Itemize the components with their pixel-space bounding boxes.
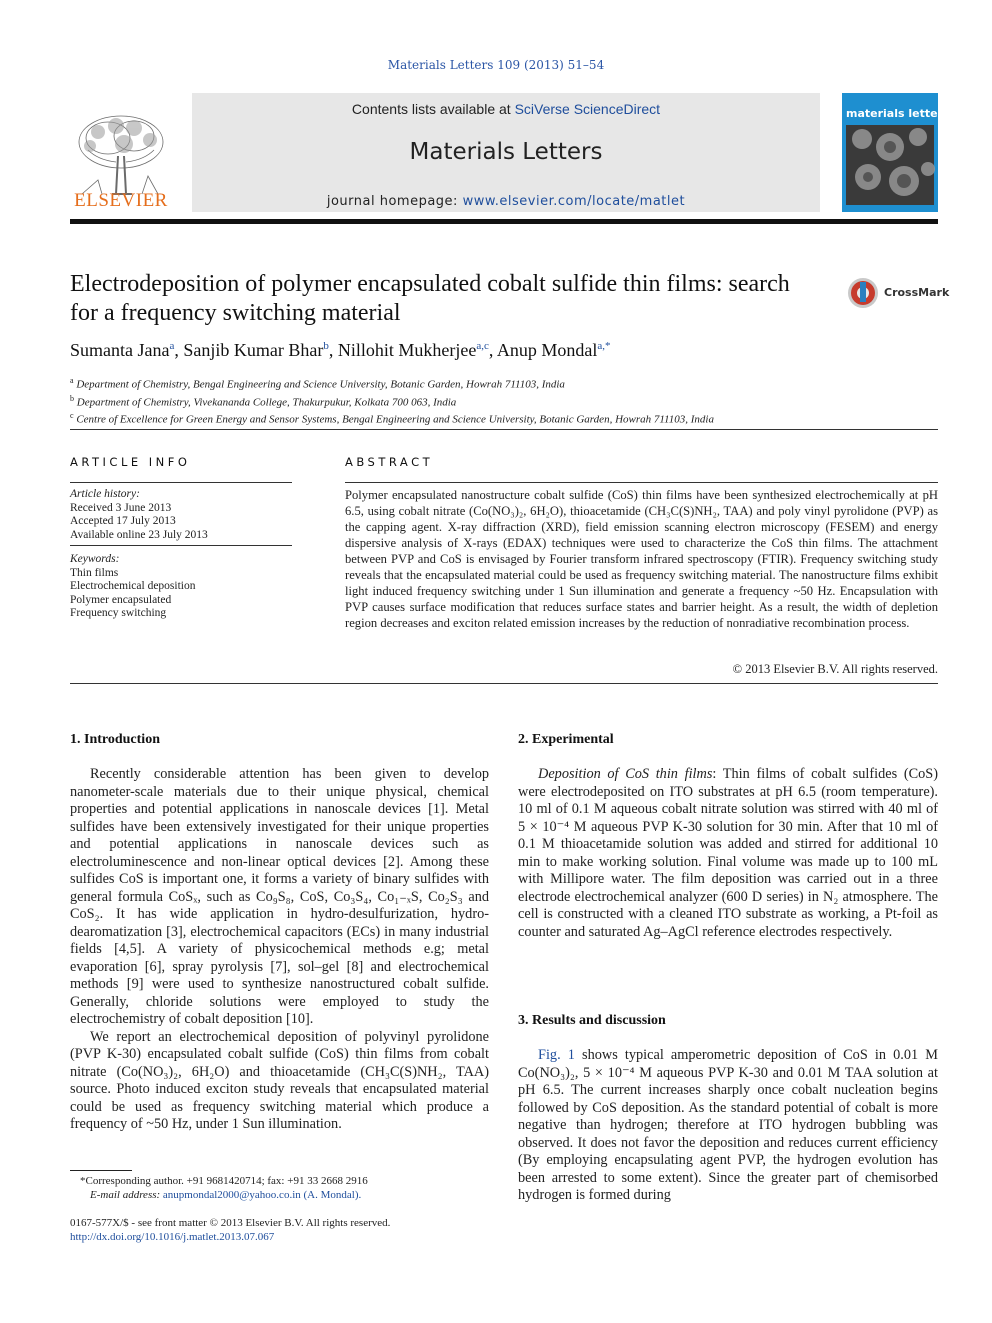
keyword: Frequency switching (70, 607, 167, 619)
author-name[interactable]: Sumanta Jana (70, 340, 170, 360)
figure-link[interactable]: Fig. 1 (538, 1047, 575, 1063)
intro-paragraph: Recently considerable attention has been given to develop nanometer-scale materials due to their unique physical, chemical properties and potential applications in nanoscale devices [1]. Metal sulfides have been extensively investigated for their unique properties and potential applications in nanoscale devices such as electroluminescence and non-linear optical devices [2]. Among these sulfides CoS is important one, it forms a variety of binary sulfides with general formula CoSₓ, such as Co₉S₈, CoS, Co₃S₄, Co₁₋ₓS, Co₂S₃ and CoS₂. It has wide application in hydro-desulfurization, hydro-dearomatization [3], electrochemical capacitors (ECs) in many industrial fields [4,5]. A variety of physicochemical methods e.g; metal evaporation [6], spray pyrolysis [7], sol–gel [8] and electrochemical methods [9] were used to synthesize nanostructured cobalt sulfide. Generally, chloride solutions were employed to study the electrochemistry of cobalt deposition [10]. (70, 766, 489, 1027)
experimental-heading: 2. Experimental (518, 732, 614, 747)
introduction-heading: 1. Introduction (70, 732, 160, 747)
journal-cover[interactable] (842, 93, 950, 212)
abstract-heading: ABSTRACT (345, 455, 434, 469)
article-history (70, 488, 292, 542)
email-link[interactable]: anupmondal2000@yahoo.co.in (A. Mondal). (162, 1189, 362, 1201)
header-rule (70, 219, 938, 224)
sciencedirect-link[interactable]: SciVerse ScienceDirect (514, 101, 661, 117)
issn-block (70, 1216, 530, 1244)
publisher-name: ELSEVIER (74, 190, 168, 211)
affiliation: $^b$ Department of Chemistry, Vivekananda College, Thakurpukur, Kolkata 700 063, India (70, 393, 457, 409)
author-name[interactable]: Nillohit Mukherjee (337, 340, 477, 360)
homepage-prefix: journal homepage: (326, 194, 463, 209)
author-affil-mark[interactable]: a,* (597, 340, 611, 352)
online-date: Available online 23 July 2013 (70, 528, 208, 541)
history-rule (70, 545, 292, 546)
affiliation-rule (70, 429, 938, 430)
footnote-rule (70, 1170, 132, 1171)
results-body (518, 1047, 938, 1205)
email-line: E-mail address: anupmondal2000@yahoo.co.in (A. Mondal). (90, 1189, 362, 1201)
author-affil-mark[interactable]: b (323, 340, 329, 352)
results-paragraph: Fig. 1 shows typical amperometric deposition of CoS in 0.01 M Co(NO₃)₂, 5 × 10⁻⁴ M aqueous PVP K-30 and 0.01 M TAA solution at pH 6.5. The current increases sharply once cobalt nucleation begins followed by CoS deposition. As the standard potential of cobalt is more negative than hydrogen; therefore at ITO hydrogen bubbling was observed. It does not favor the deposition and reduces current efficiency (By employing encapsulating agent PVP, the hydrogen evolution has been arrested to some extent). Since the greater part of chemisorbed hydrogen is formed during (518, 1047, 938, 1203)
article-info-heading: ARTICLE INFO (70, 455, 191, 469)
author-name[interactable]: Sanjib Kumar Bhar (183, 340, 324, 360)
doi-link[interactable]: http://dx.doi.org/10.1016/j.matlet.2013.07.067 (70, 1231, 275, 1243)
journal-name: Materials Letters (409, 139, 603, 165)
experimental-paragraph: Deposition of CoS thin films: Thin films of cobalt sulfides (CoS) were electrodeposited on ITO substrates at pH 6.5 (room temperature). 10 ml of 0.1 M aqueous cobalt nitrate solution was stirred with 40 ml of 5 × 10⁻⁴ M aqueous PVP K-30 solution for 30 min. After that 10 ml of 0.1 M thioacetamide solution was added and stirred for additional 10 min to make working solution. Final volume was made up to 100 mL with Millipore water. The film deposition was carried out in a three electrode electrochemical analyzer (600 D series) in N₂ atmosphere. The cell is constructed with a cleaned ITO substrate as working, a Pt-foil as counter and saturated Ag–AgCl reference electrodes respectively. (518, 766, 939, 940)
keywords (70, 553, 292, 621)
experimental-body (518, 766, 938, 941)
contents-line (192, 101, 820, 117)
footnote (70, 1174, 500, 1202)
issn-line: 0167-577X/$ - see front matter © 2013 Elsevier B.V. All rights reserved. (70, 1217, 391, 1229)
abstract-bottom-rule (70, 683, 938, 684)
keyword: Polymer encapsulated (70, 593, 172, 606)
cover-title: materials letters (846, 107, 950, 120)
journal-reference[interactable]: Materials Letters 109 (2013) 51–54 (387, 58, 605, 72)
results-heading: 3. Results and discussion (518, 1013, 666, 1028)
keyword: Thin films (70, 566, 119, 579)
intro-paragraph: We report an electrochemical deposition of polyvinyl pyrolidone (PVP K-30) encapsulated cobalt sulfide (CoS) thin films from cobalt nitrate (Co(NO₃)₂, 6H₂O) and thioacetamide (CH₃C(S)NH₂, TAA) source. Photo induced exciton study reveals that encapsulated material could be used as frequency switching material which produce a frequency of ~50 Hz, under 1 Sun illumination. (70, 1028, 489, 1132)
homepage-line (192, 194, 820, 209)
affiliation: $^c$ Centre of Excellence for Green Energy and Sensor Systems, Bengal Engineering and Science University, Botanic Garden, Howrah 711103, India (70, 411, 714, 426)
author-name[interactable]: Anup Mondal (496, 340, 598, 360)
keywords-label: Keywords: (70, 553, 120, 565)
author-affil-mark[interactable]: a (169, 340, 175, 352)
homepage-link[interactable]: www.elsevier.com/locate/matlet (462, 194, 686, 209)
corresponding-author: *Corresponding author. +91 9681420714; fax: +91 33 2668 2916 (80, 1175, 368, 1187)
affiliations (70, 374, 714, 427)
article-title: Electrodeposition of polymer encapsulated cobalt sulfide thin films: search for a frequency switching material (70, 271, 790, 326)
contents-prefix: Contents lists available at (351, 101, 515, 117)
abstract-text: Polymer encapsulated nanostructure cobalt sulfide (CoS) thin films have been synthesized electrochemically at pH 6.5, using cobalt nitrate (Co(NO₃)₂, 6H₂O), thioacetamide (CH₃C(S)NH₂, TAA) and poly vinyl pyrolidone (PVP) as the capping agent. X-ray diffraction (XRD), field emission scanning electron microscopy (FESEM) and energy dispersive analysis of X-rays (EDAX) techniques were used to characterize the CoS thin films. The attachment between PVP and CoS is envisaged by Fourier transform infrared spectroscopy (FTIR). Frequency switching study reveals that the encapsulated material could be used as frequency switching material. The nanostructure films exhibit light induced frequency switching under 1 Sun illumination and generate a frequency ~50 Hz. Encapsulation with PVP causes surface modification that reduces surface states and barrier height. As a result, the width of depletion region decreases and exciton related emission increases by the reduction of nonradiative recombination process. (345, 488, 938, 630)
abstract-rule (345, 482, 938, 483)
introduction-body (70, 766, 489, 1134)
received-date: Received 3 June 2013 (70, 501, 172, 514)
journal-header-box (192, 93, 820, 212)
copyright-line: © 2013 Elsevier B.V. All rights reserved. (732, 662, 938, 676)
author-list: Sumanta Jana$^a$, Sanjib Kumar Bhar$^b$, Nillohit Mukherjee$^{a,c}$, Anup Mondal$^{a,*}$ (70, 340, 611, 360)
experimental-lead: Deposition of CoS thin films (538, 766, 713, 782)
crossmark-label[interactable]: CrossMark (884, 286, 950, 299)
cover-image-icon (846, 125, 934, 205)
affiliation: $^a$ Department of Chemistry, Bengal Engineering and Science University, Botanic Garden, Howrah 711103, India (70, 376, 565, 391)
keyword: Electrochemical deposition (70, 580, 196, 592)
accepted-date: Accepted 17 July 2013 (70, 515, 176, 527)
author-affil-mark[interactable]: a,c (476, 340, 489, 352)
info-rule (70, 482, 292, 483)
history-label: Article history: (70, 488, 140, 500)
